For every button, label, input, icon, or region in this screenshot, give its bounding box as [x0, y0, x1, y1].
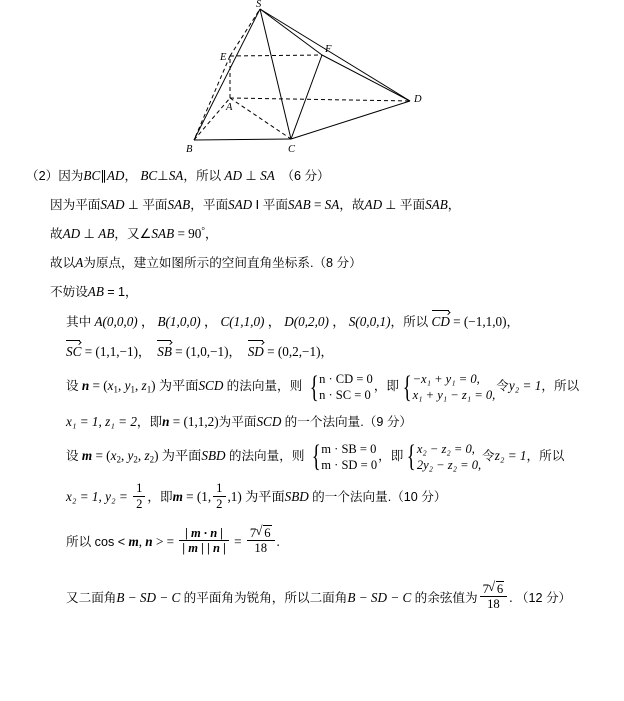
l7-vec-SC: SC [66, 341, 81, 362]
label-C: C [288, 144, 296, 155]
l8-n: n [81, 378, 90, 394]
l5-c: = 1， [107, 285, 138, 300]
l5-b: AB [87, 284, 104, 300]
l10-sys2-row2: 2y₂ − z₂ = 0, [416, 457, 482, 472]
l11-frac-den: 2 [136, 496, 143, 511]
solution-line-7 [26, 341, 598, 363]
l10-x2s: 2 [116, 454, 121, 465]
solution-line-11 [26, 481, 598, 510]
l11-e: 的一个法向量. [312, 490, 392, 505]
l10-c: ) 为平面 [154, 447, 202, 463]
l1-c2: ，所以 [183, 169, 222, 183]
l11-d: ,1) 为平面 [227, 489, 285, 505]
l10-e: ，即 [378, 448, 404, 463]
l1-t5: AD [224, 168, 243, 183]
l13-rnum: 7 [482, 582, 489, 597]
label-F: F [325, 44, 332, 55]
l6-c: ， [506, 315, 520, 330]
l8-f: 令 [496, 379, 509, 394]
l2-i: = [313, 197, 322, 213]
l4-score: （8 分） [313, 256, 362, 271]
l11-frac2-den: 2 [216, 496, 223, 511]
l10-sys1-row1: m · SB = 0 [321, 441, 377, 456]
l6-a: 其中 [66, 315, 92, 330]
l10-d: 的法向量，则 [228, 448, 305, 463]
solution-line-12 [26, 525, 598, 555]
l8-x1s: 1 [113, 384, 119, 395]
l1-t4: SA [168, 168, 184, 183]
l3-i: ° [201, 225, 205, 236]
l13-b: B − SD − C [116, 590, 181, 606]
solution-line-2 [26, 195, 598, 216]
l8-x1: x [107, 378, 114, 394]
l11-frac-num: 1 [133, 481, 145, 496]
l5-a: 不妨设 [50, 285, 88, 300]
l11-score: （10 分） [391, 490, 447, 505]
l4-b: A [75, 255, 84, 271]
label-A: A [226, 102, 233, 113]
l13-result-fraction [480, 581, 508, 611]
l8-c: ) 为平面 [151, 378, 199, 394]
solution-line-3 [26, 224, 598, 245]
l12-result-fraction [247, 525, 275, 555]
l13-rroot: 6 [496, 582, 504, 597]
l1-c1: ， [124, 169, 138, 183]
l10-a: 设 [66, 448, 79, 463]
l8-y1: y [124, 378, 131, 394]
l10-system-2: { x₂ − z₂ = 0, 2y₂ − z₂ = 0, [407, 439, 482, 474]
l12-rroot: 6 [264, 525, 271, 540]
l2-k: ，故 [339, 198, 365, 213]
l7-c3: ， [320, 345, 334, 360]
l10-z2s: 2 [149, 454, 155, 465]
l1-t3: BC [140, 168, 158, 183]
l2-a: 因为平面 [50, 198, 101, 213]
l10-h: ，所以 [526, 448, 565, 463]
l13-result-num [480, 581, 508, 597]
l11-frac-half [133, 481, 145, 510]
l12-fraction-denominator: | m | | n | [182, 540, 226, 555]
l10-system-1: { m · SB = 0 m · SD = 0 [311, 439, 378, 474]
l12-a: 所以 cos < [66, 534, 126, 549]
l8-z1: z [141, 378, 147, 394]
l6-pointD: D(0,2,0) [284, 314, 329, 330]
l10-g: z₂ = 1 [494, 447, 527, 463]
l1-prefix: （2）因为 [26, 169, 84, 183]
l8-sys1-row1: n · CD = 0 [319, 372, 373, 387]
l13-c: 的平面角为锐角，所以二面角 [183, 591, 348, 606]
l10-y2s: 2 [133, 454, 138, 465]
l10-y2: y [127, 447, 134, 463]
solution-line-10: 设 $m = (x_2$, $y_2$, $z_2$) 为平面SBD 的法向量，则 { m · SB = 0 m · SD = 0 ，即 { x₂ − z₂ = 0, 2y₂ − z₂ = 0, 令z₂ = 1，所以 [66, 439, 565, 474]
solution-line-8: 设 $n = (x_1$, $y_1$, $z_1$) 为平面SCD 的法向量，则 { n · CD = 0 n · SC = 0 ，即 { −x₁ + y₁ = 0, x₁ + y₁ − z₁ = 0, 令y₂ = 1，所以 [66, 369, 580, 404]
l1-perp1: ⊥ [157, 168, 169, 183]
solution-body [0, 162, 624, 611]
l9-d: 为平面 [218, 414, 257, 429]
l8-sys2-row2: x₁ + y₁ − z₁ = 0, [412, 388, 496, 403]
l9-b: ，即 [136, 414, 163, 429]
l8-h: ，所以 [541, 379, 580, 394]
l8-d: 的法向量，则 [226, 379, 303, 394]
l1-t6: SA [260, 168, 275, 183]
label-E: E [220, 52, 227, 63]
l6-pointB: B(1,0,0) [157, 314, 201, 330]
l11-b: ，即 [147, 490, 173, 505]
l3-d: AB [98, 226, 115, 242]
l10-x2: x [110, 447, 117, 463]
l8-system-1: { n · CD = 0 n · SC = 0 [309, 369, 373, 404]
l11-c: = (1, [186, 489, 212, 505]
l1-t1: BC [83, 168, 101, 183]
l8-g: y₂ = 1 [508, 378, 542, 394]
l10-sys2-row1: x₂ − z₂ = 0, [416, 441, 475, 456]
l11-m: m [172, 489, 183, 505]
l1-score: （6 分） [281, 169, 330, 183]
l2-e: ，平面 [190, 198, 229, 213]
l12-e: . [276, 533, 280, 549]
l3-h: = 90 [177, 226, 202, 242]
l12-c: > = [155, 533, 175, 549]
l10-f: 令 [482, 448, 495, 463]
l12-result-num [247, 525, 275, 541]
l11-frac-half-2 [213, 481, 225, 510]
l9-SCD: SCD [256, 413, 282, 429]
l2-j: SA [324, 197, 340, 213]
l12-rnum: 7 [249, 525, 257, 540]
l1-perp2: ⊥ [245, 168, 257, 183]
l4-c: 为原点，建立如图所示的空间直角坐标系. [83, 256, 314, 271]
l6-pointA: A(0,0,0) [94, 314, 138, 330]
l9-c: = (1,1,2) [172, 413, 219, 429]
l8-SCD: SCD [198, 378, 224, 394]
l11-SBD: SBD [284, 489, 309, 505]
l6-pointC: C(1,1,0) [220, 314, 265, 330]
l3-e: ，又 [114, 227, 140, 242]
l8-a: 设 [66, 379, 79, 394]
l12-n: n [145, 533, 153, 549]
l1-t2: AD [106, 168, 125, 183]
solution-line-9 [26, 412, 598, 433]
l12-b: , [138, 533, 142, 549]
l12-sqrt [256, 525, 271, 540]
l2-b: SAD [100, 197, 125, 213]
l7-eqSC: = (1,1,−1) [84, 344, 139, 360]
l10-sys1-row2: m · SD = 0 [321, 457, 378, 472]
l12-fraction-numerator: | m · n | [179, 526, 228, 541]
l3-c: ⊥ [83, 226, 95, 242]
l3-a: 故 [50, 227, 63, 242]
l13-a: 又二面角 [66, 591, 117, 606]
l6-eq: = (−1,1,0) [453, 314, 507, 330]
l7-eqSB: = (1,0,−1) [175, 344, 229, 360]
l3-g: SAB [151, 226, 175, 242]
l13-f: . [509, 590, 513, 606]
l11-frac2-num: 1 [213, 481, 225, 496]
l2-h: SAB [287, 197, 311, 213]
l8-sys2-row1: −x₁ + y₁ = 0, [412, 372, 480, 387]
l10-SBD: SBD [201, 447, 226, 463]
label-S: S [256, 0, 262, 10]
l2-l: AD [364, 197, 383, 213]
label-B: B [186, 144, 193, 155]
l6-pointS: S(0,0,1) [348, 314, 391, 330]
l8-y1s: 1 [130, 384, 135, 395]
l7-c1: ， [138, 345, 151, 360]
solution-line-13 [26, 581, 598, 611]
solution-line-1 [26, 166, 598, 187]
l2-d: SAB [167, 197, 191, 213]
l9-score: （9 分） [363, 414, 413, 429]
l13-score: （12 分） [515, 591, 572, 606]
l10-m: m [81, 447, 93, 463]
l7-eqSD: = (0,2,−1) [267, 344, 321, 360]
l3-j: ， [204, 227, 218, 242]
l8-z1s: 1 [146, 384, 152, 395]
solution-line-4 [26, 253, 598, 274]
l2-m: ⊥ 平面 [385, 198, 426, 213]
l7-vec-SD: SD [248, 341, 264, 362]
l9-e: 的一个法向量. [284, 414, 364, 429]
l12-d: = [234, 533, 242, 549]
pyramid-svg [182, 0, 442, 160]
l12-m: m [128, 533, 139, 549]
l2-o: ， [447, 198, 461, 213]
l13-d: B − SD − C [347, 590, 412, 606]
l6-vec-CD: CD [432, 311, 450, 332]
l8-e: ，即 [373, 379, 399, 394]
solution-line-6: 其中 A(0,0,0) ， B(1,0,0) ， C(1,1,0) ， D(0,2,0) ， S(0,0,1)，所以 CD = (−1,1,0)， [26, 311, 598, 333]
l4-a: 故以 [50, 256, 76, 271]
l12-cos-fraction [179, 526, 228, 555]
l8-b: = ( [92, 378, 108, 394]
l13-sqrt [489, 581, 504, 596]
l13-result-den: 18 [487, 597, 500, 612]
l12-result-den: 18 [254, 540, 268, 555]
l1-par: ∥ [100, 168, 107, 183]
l2-g: Ⅰ 平面 [255, 198, 288, 213]
l3-f: ∠ [139, 226, 152, 242]
l9-a: x₁ = 1, z₁ = 2 [66, 413, 137, 429]
l3-b: AD [62, 226, 81, 242]
l11-a: x₂ = 1, y₂ = [66, 489, 128, 505]
l8-system-2: { −x₁ + y₁ = 0, x₁ + y₁ − z₁ = 0, [402, 369, 496, 404]
label-D: D [414, 94, 422, 105]
geometry-figure [0, 0, 624, 162]
l10-b: = ( [95, 447, 111, 463]
l7-c2: ， [228, 345, 242, 360]
solution-line-5 [26, 282, 598, 303]
l8-sys1-row2: n · SC = 0 [319, 388, 371, 403]
l10-z2: z [144, 447, 150, 463]
l2-n: SAB [425, 197, 448, 213]
l6-b: ，所以 [390, 315, 429, 330]
l13-e: 的余弦值为 [414, 591, 478, 606]
l7-vec-SB: SB [157, 341, 172, 362]
l9-n: n [162, 413, 170, 429]
l2-c: ⊥ 平面 [127, 198, 168, 213]
l2-f: SAD [228, 197, 253, 213]
